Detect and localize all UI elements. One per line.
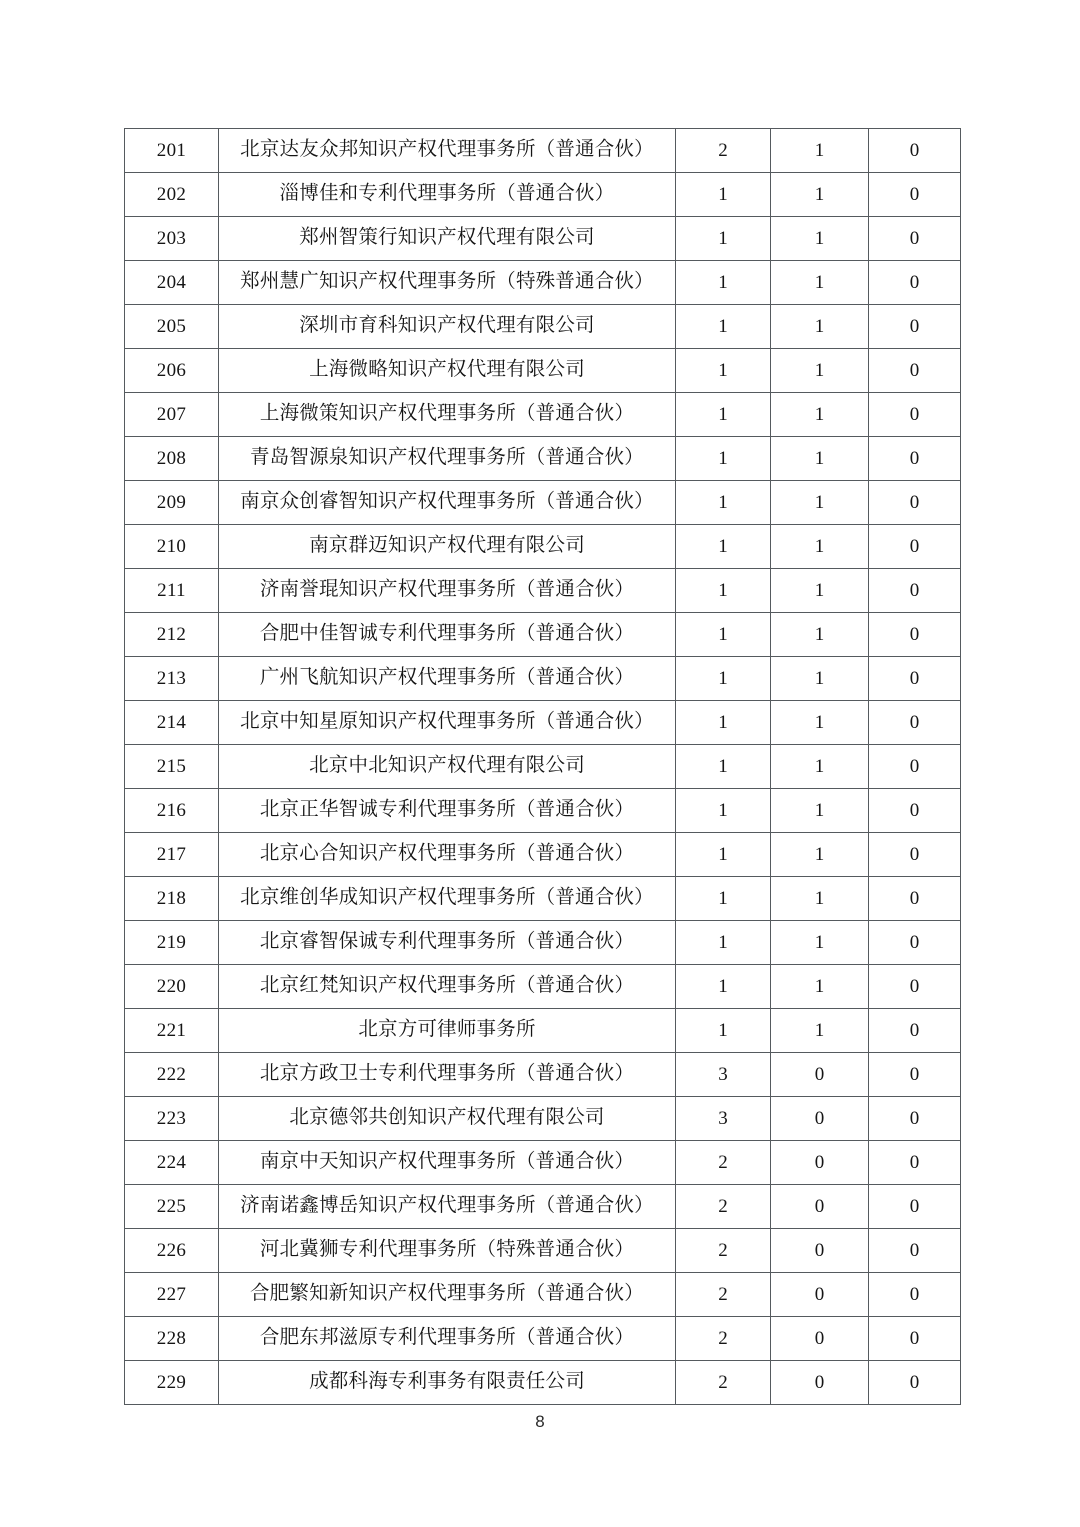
agency-name-cell: 上海微策知识产权代理事务所（普通合伙） bbox=[219, 393, 676, 437]
row-index-cell: 218 bbox=[125, 877, 219, 921]
table-row bbox=[125, 481, 961, 525]
row-index-cell: 209 bbox=[125, 481, 219, 525]
count-cell-1: 1 bbox=[676, 789, 771, 833]
table-row bbox=[125, 921, 961, 965]
table-row bbox=[125, 129, 961, 173]
row-index-cell: 213 bbox=[125, 657, 219, 701]
count-cell-1: 1 bbox=[676, 657, 771, 701]
count-cell-2: 1 bbox=[771, 437, 869, 481]
count-cell-3: 0 bbox=[869, 921, 961, 965]
table-row bbox=[125, 393, 961, 437]
agency-name-cell: 北京正华智诚专利代理事务所（普通合伙） bbox=[219, 789, 676, 833]
count-cell-3: 0 bbox=[869, 261, 961, 305]
count-cell-3: 0 bbox=[869, 305, 961, 349]
table-row bbox=[125, 1317, 961, 1361]
agency-name-cell: 北京德邻共创知识产权代理有限公司 bbox=[219, 1097, 676, 1141]
agency-name-cell: 北京方政卫士专利代理事务所（普通合伙） bbox=[219, 1053, 676, 1097]
count-cell-2: 0 bbox=[771, 1053, 869, 1097]
count-cell-2: 1 bbox=[771, 965, 869, 1009]
row-index-cell: 222 bbox=[125, 1053, 219, 1097]
agency-name-cell: 郑州智策行知识产权代理有限公司 bbox=[219, 217, 676, 261]
count-cell-3: 0 bbox=[869, 789, 961, 833]
count-cell-3: 0 bbox=[869, 437, 961, 481]
count-cell-2: 0 bbox=[771, 1097, 869, 1141]
count-cell-1: 1 bbox=[676, 525, 771, 569]
count-cell-3: 0 bbox=[869, 1053, 961, 1097]
count-cell-3: 0 bbox=[869, 745, 961, 789]
agency-statistics-table-container bbox=[124, 128, 960, 1405]
count-cell-2: 1 bbox=[771, 481, 869, 525]
agency-name-cell: 北京心合知识产权代理事务所（普通合伙） bbox=[219, 833, 676, 877]
count-cell-3: 0 bbox=[869, 877, 961, 921]
count-cell-2: 1 bbox=[771, 349, 869, 393]
table-row bbox=[125, 437, 961, 481]
row-index-cell: 201 bbox=[125, 129, 219, 173]
agency-name-cell: 南京众创睿智知识产权代理事务所（普通合伙） bbox=[219, 481, 676, 525]
count-cell-1: 1 bbox=[676, 173, 771, 217]
count-cell-1: 1 bbox=[676, 217, 771, 261]
row-index-cell: 210 bbox=[125, 525, 219, 569]
row-index-cell: 206 bbox=[125, 349, 219, 393]
count-cell-3: 0 bbox=[869, 393, 961, 437]
count-cell-2: 0 bbox=[771, 1141, 869, 1185]
count-cell-3: 0 bbox=[869, 569, 961, 613]
count-cell-3: 0 bbox=[869, 613, 961, 657]
count-cell-2: 1 bbox=[771, 701, 869, 745]
row-index-cell: 224 bbox=[125, 1141, 219, 1185]
table-row bbox=[125, 1273, 961, 1317]
agency-name-cell: 上海微略知识产权代理有限公司 bbox=[219, 349, 676, 393]
table-row bbox=[125, 657, 961, 701]
count-cell-1: 1 bbox=[676, 349, 771, 393]
count-cell-3: 0 bbox=[869, 173, 961, 217]
row-index-cell: 227 bbox=[125, 1273, 219, 1317]
count-cell-3: 0 bbox=[869, 1185, 961, 1229]
agency-statistics-table bbox=[124, 128, 961, 1405]
row-index-cell: 202 bbox=[125, 173, 219, 217]
count-cell-2: 1 bbox=[771, 525, 869, 569]
table-row bbox=[125, 1185, 961, 1229]
table-row bbox=[125, 349, 961, 393]
table-row bbox=[125, 789, 961, 833]
agency-name-cell: 北京方可律师事务所 bbox=[219, 1009, 676, 1053]
row-index-cell: 219 bbox=[125, 921, 219, 965]
row-index-cell: 215 bbox=[125, 745, 219, 789]
count-cell-1: 1 bbox=[676, 921, 771, 965]
table-row bbox=[125, 1053, 961, 1097]
row-index-cell: 217 bbox=[125, 833, 219, 877]
row-index-cell: 225 bbox=[125, 1185, 219, 1229]
count-cell-1: 2 bbox=[676, 1361, 771, 1405]
count-cell-2: 1 bbox=[771, 657, 869, 701]
count-cell-2: 1 bbox=[771, 877, 869, 921]
row-index-cell: 205 bbox=[125, 305, 219, 349]
count-cell-2: 1 bbox=[771, 745, 869, 789]
count-cell-2: 1 bbox=[771, 613, 869, 657]
table-row bbox=[125, 261, 961, 305]
row-index-cell: 212 bbox=[125, 613, 219, 657]
agency-name-cell: 北京中北知识产权代理有限公司 bbox=[219, 745, 676, 789]
row-index-cell: 223 bbox=[125, 1097, 219, 1141]
count-cell-2: 1 bbox=[771, 173, 869, 217]
count-cell-3: 0 bbox=[869, 217, 961, 261]
count-cell-2: 1 bbox=[771, 393, 869, 437]
count-cell-1: 1 bbox=[676, 701, 771, 745]
agency-name-cell: 河北冀狮专利代理事务所（特殊普通合伙） bbox=[219, 1229, 676, 1273]
row-index-cell: 207 bbox=[125, 393, 219, 437]
agency-name-cell: 合肥东邦滋原专利代理事务所（普通合伙） bbox=[219, 1317, 676, 1361]
count-cell-1: 2 bbox=[676, 129, 771, 173]
table-row bbox=[125, 745, 961, 789]
agency-name-cell: 广州飞航知识产权代理事务所（普通合伙） bbox=[219, 657, 676, 701]
count-cell-2: 0 bbox=[771, 1273, 869, 1317]
agency-name-cell: 青岛智源泉知识产权代理事务所（普通合伙） bbox=[219, 437, 676, 481]
table-row bbox=[125, 613, 961, 657]
row-index-cell: 203 bbox=[125, 217, 219, 261]
table-row bbox=[125, 1229, 961, 1273]
count-cell-2: 1 bbox=[771, 129, 869, 173]
count-cell-3: 0 bbox=[869, 1229, 961, 1273]
count-cell-1: 1 bbox=[676, 481, 771, 525]
count-cell-1: 2 bbox=[676, 1141, 771, 1185]
table-row bbox=[125, 965, 961, 1009]
row-index-cell: 221 bbox=[125, 1009, 219, 1053]
row-index-cell: 214 bbox=[125, 701, 219, 745]
agency-name-cell: 北京维创华成知识产权代理事务所（普通合伙） bbox=[219, 877, 676, 921]
count-cell-2: 1 bbox=[771, 1009, 869, 1053]
count-cell-1: 2 bbox=[676, 1273, 771, 1317]
agency-name-cell: 南京中天知识产权代理事务所（普通合伙） bbox=[219, 1141, 676, 1185]
agency-name-cell: 北京达友众邦知识产权代理事务所（普通合伙） bbox=[219, 129, 676, 173]
agency-name-cell: 济南诺鑫博岳知识产权代理事务所（普通合伙） bbox=[219, 1185, 676, 1229]
count-cell-3: 0 bbox=[869, 129, 961, 173]
count-cell-1: 2 bbox=[676, 1229, 771, 1273]
count-cell-1: 1 bbox=[676, 305, 771, 349]
count-cell-3: 0 bbox=[869, 833, 961, 877]
table-row bbox=[125, 1097, 961, 1141]
count-cell-2: 1 bbox=[771, 833, 869, 877]
count-cell-1: 1 bbox=[676, 877, 771, 921]
table-row bbox=[125, 569, 961, 613]
row-index-cell: 204 bbox=[125, 261, 219, 305]
count-cell-1: 1 bbox=[676, 569, 771, 613]
count-cell-3: 0 bbox=[869, 1097, 961, 1141]
count-cell-3: 0 bbox=[869, 657, 961, 701]
agency-name-cell: 济南誉琨知识产权代理事务所（普通合伙） bbox=[219, 569, 676, 613]
count-cell-1: 2 bbox=[676, 1317, 771, 1361]
agency-name-cell: 北京红梵知识产权代理事务所（普通合伙） bbox=[219, 965, 676, 1009]
count-cell-3: 0 bbox=[869, 1009, 961, 1053]
count-cell-3: 0 bbox=[869, 525, 961, 569]
agency-name-cell: 北京中知星原知识产权代理事务所（普通合伙） bbox=[219, 701, 676, 745]
count-cell-3: 0 bbox=[869, 965, 961, 1009]
table-row bbox=[125, 1361, 961, 1405]
row-index-cell: 229 bbox=[125, 1361, 219, 1405]
agency-name-cell: 郑州慧广知识产权代理事务所（特殊普通合伙） bbox=[219, 261, 676, 305]
agency-name-cell: 淄博佳和专利代理事务所（普通合伙） bbox=[219, 173, 676, 217]
count-cell-2: 1 bbox=[771, 921, 869, 965]
row-index-cell: 220 bbox=[125, 965, 219, 1009]
table-row bbox=[125, 305, 961, 349]
table-row bbox=[125, 701, 961, 745]
count-cell-2: 1 bbox=[771, 217, 869, 261]
agency-name-cell: 北京睿智保诚专利代理事务所（普通合伙） bbox=[219, 921, 676, 965]
count-cell-3: 0 bbox=[869, 1317, 961, 1361]
count-cell-1: 1 bbox=[676, 745, 771, 789]
count-cell-1: 3 bbox=[676, 1053, 771, 1097]
count-cell-1: 2 bbox=[676, 1185, 771, 1229]
agency-name-cell: 合肥中佳智诚专利代理事务所（普通合伙） bbox=[219, 613, 676, 657]
table-row bbox=[125, 833, 961, 877]
count-cell-2: 0 bbox=[771, 1317, 869, 1361]
table-row bbox=[125, 877, 961, 921]
count-cell-1: 1 bbox=[676, 613, 771, 657]
table-row bbox=[125, 1141, 961, 1185]
count-cell-1: 1 bbox=[676, 965, 771, 1009]
count-cell-1: 1 bbox=[676, 437, 771, 481]
count-cell-2: 1 bbox=[771, 569, 869, 613]
count-cell-2: 1 bbox=[771, 305, 869, 349]
count-cell-1: 1 bbox=[676, 1009, 771, 1053]
agency-name-cell: 合肥繁知新知识产权代理事务所（普通合伙） bbox=[219, 1273, 676, 1317]
count-cell-1: 1 bbox=[676, 833, 771, 877]
count-cell-2: 0 bbox=[771, 1229, 869, 1273]
count-cell-2: 0 bbox=[771, 1361, 869, 1405]
count-cell-3: 0 bbox=[869, 349, 961, 393]
agency-name-cell: 成都科海专利事务有限责任公司 bbox=[219, 1361, 676, 1405]
count-cell-3: 0 bbox=[869, 701, 961, 745]
row-index-cell: 216 bbox=[125, 789, 219, 833]
row-index-cell: 226 bbox=[125, 1229, 219, 1273]
count-cell-3: 0 bbox=[869, 1273, 961, 1317]
count-cell-1: 1 bbox=[676, 261, 771, 305]
count-cell-2: 1 bbox=[771, 261, 869, 305]
table-row bbox=[125, 173, 961, 217]
count-cell-3: 0 bbox=[869, 1141, 961, 1185]
count-cell-3: 0 bbox=[869, 1361, 961, 1405]
agency-name-cell: 深圳市育科知识产权代理有限公司 bbox=[219, 305, 676, 349]
count-cell-3: 0 bbox=[869, 481, 961, 525]
row-index-cell: 211 bbox=[125, 569, 219, 613]
page-number: 8 bbox=[535, 1412, 545, 1431]
row-index-cell: 208 bbox=[125, 437, 219, 481]
count-cell-2: 1 bbox=[771, 789, 869, 833]
table-row bbox=[125, 217, 961, 261]
count-cell-2: 0 bbox=[771, 1185, 869, 1229]
table-row bbox=[125, 1009, 961, 1053]
count-cell-1: 3 bbox=[676, 1097, 771, 1141]
agency-name-cell: 南京群迈知识产权代理有限公司 bbox=[219, 525, 676, 569]
row-index-cell: 228 bbox=[125, 1317, 219, 1361]
table-row bbox=[125, 525, 961, 569]
count-cell-1: 1 bbox=[676, 393, 771, 437]
table-body bbox=[125, 129, 961, 1405]
